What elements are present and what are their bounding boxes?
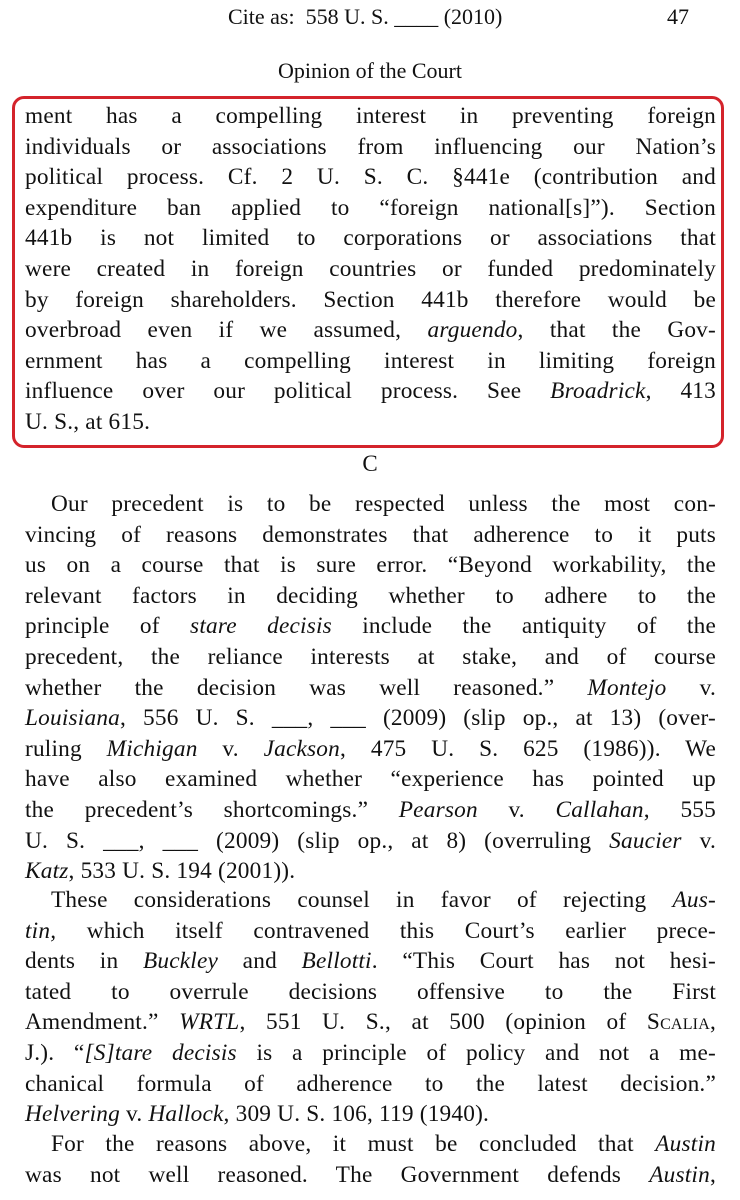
text-line: principle of stare decisis include the antiquity of the bbox=[25, 613, 716, 640]
text-line: dents in Buckley and Bellotti. “This Court has not hesi- bbox=[25, 948, 716, 975]
text-line: chanical formula of adherence to the latest decision.” bbox=[25, 1070, 716, 1097]
text-line: overbroad even if we assumed, arguendo, that the Gov- bbox=[25, 317, 716, 344]
page-header bbox=[0, 4, 740, 32]
text-line: U. S. ___, ___ (2009) (slip op., at 8) (overruling Saucier v. bbox=[25, 827, 716, 854]
text-line: Amendment.” WRTL, 551 U. S., at 500 (opinion of Scalia, bbox=[25, 1009, 716, 1036]
text-line: vincing of reasons demonstrates that adherence to it puts bbox=[25, 521, 716, 548]
text-line: Helvering v. Hallock, 309 U. S. 106, 119 (1940). bbox=[25, 1101, 490, 1128]
text-line: precedent, the reliance interests at stake, and of course bbox=[25, 643, 716, 670]
text-line: the precedent’s shortcomings.” Pearson v. Callahan, 555 bbox=[25, 796, 716, 823]
considerations-paragraph bbox=[25, 885, 716, 1130]
text-line: was not well reasoned. The Government defends Austin, bbox=[25, 1161, 716, 1188]
text-line: For the reasons above, it must be concluded that Austin bbox=[51, 1131, 716, 1157]
text-line: tated to overrule decisions offensive to the First bbox=[25, 978, 716, 1005]
text-line: J.). “[S]tare decisis is a principle of policy and not a me- bbox=[25, 1039, 716, 1066]
text-line: by foreign shareholders. Section 441b therefore would be bbox=[25, 286, 716, 313]
highlighted-paragraph bbox=[25, 101, 716, 438]
page-number: 47 bbox=[667, 4, 689, 29]
conclusion-paragraph bbox=[25, 1129, 716, 1190]
text-line: ruling Michigan v. Jackson, 475 U. S. 625 (1986)). We bbox=[25, 735, 716, 762]
text-line: expenditure ban applied to “foreign national[s]”). Section bbox=[25, 194, 716, 221]
text-line: 441b is not limited to corporations or associations that bbox=[25, 225, 716, 252]
precedent-paragraph bbox=[25, 489, 716, 887]
text-line: whether the decision was well reasoned.” Montejo v. bbox=[25, 674, 716, 701]
text-line: us on a course that is sure error. “Beyond workability, the bbox=[25, 552, 716, 579]
citation-line: Cite as: 558 U. S. ____ (2010) bbox=[228, 4, 503, 29]
text-line: individuals or associations from influencing our Nation’s bbox=[25, 133, 716, 160]
text-line: political process. Cf. 2 U. S. C. §441e (contribution and bbox=[25, 164, 716, 191]
text-line: tin, which itself contravened this Court’s earlier prece- bbox=[25, 917, 716, 944]
text-line: ernment has a compelling interest in limiting foreign bbox=[25, 347, 716, 374]
text-line: were created in foreign countries or funded predominately bbox=[25, 255, 716, 282]
text-line: These considerations counsel in favor of rejecting Aus- bbox=[51, 887, 716, 913]
section-heading: C bbox=[362, 451, 378, 476]
text-line: Katz, 533 U. S. 194 (2001)). bbox=[25, 858, 296, 885]
text-line: ment has a compelling interest in preventing foreign bbox=[25, 103, 716, 129]
text-line: have also examined whether “experience has pointed up bbox=[25, 766, 716, 793]
text-line: Our precedent is to be respected unless the most con- bbox=[51, 491, 716, 517]
text-line: influence over our political process. See Broadrick, 413 bbox=[25, 378, 717, 405]
text-line: relevant factors in deciding whether to adhere to the bbox=[25, 582, 716, 609]
running-head: Opinion of the Court bbox=[278, 58, 462, 83]
text-line: U. S., at 615. bbox=[25, 408, 151, 435]
text-line: Louisiana, 556 U. S. ___, ___ (2009) (slip op., at 13) (over- bbox=[25, 705, 716, 732]
